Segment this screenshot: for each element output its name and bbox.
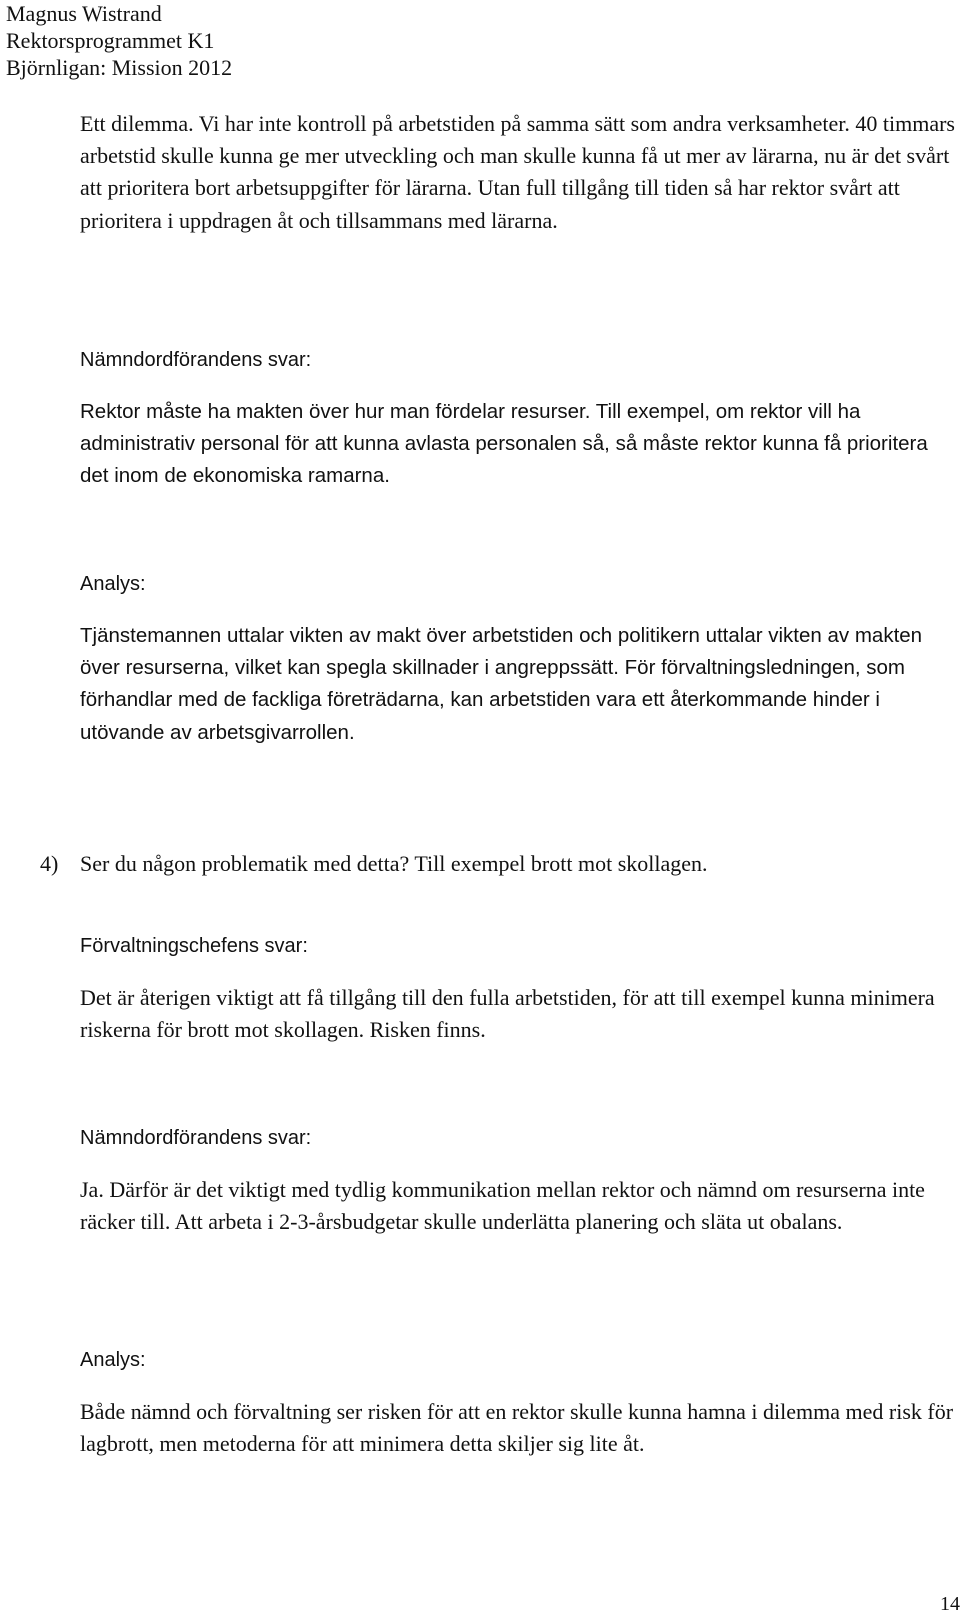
header-author: Magnus Wistrand <box>6 1 162 26</box>
section1-answer: Rektor måste ha makten över hur man fördelar resurser. Till exempel, om rektor vill ha administrativ personal för att kunna avlasta personalen så, så måste rektor kunna få prioritera det inom de ekonomiska ramarna. <box>80 400 928 488</box>
header-course: Björnligan: Mission 2012 <box>6 55 233 80</box>
page-number: 14 <box>940 1593 960 1615</box>
question-number: 4) <box>40 851 59 876</box>
document-header <box>6 0 232 81</box>
section3-label: Nämndordförandens svar: <box>80 1127 312 1149</box>
header-program: Rektorsprogrammet K1 <box>6 28 215 53</box>
analysis1-text: Tjänstemannen uttalar vikten av makt över arbetstiden och politikern uttalar vikten av makten över resurserna, vilket kan spegla skillnader i angreppssätt. För förvaltningsledningen, som förhandlar med de fackliga företrädarna, kan arbetstiden vara ett återkommande hinder i utövande av arbetsgivarrollen. <box>80 624 923 744</box>
section2-label: Förvaltningschefens svar: <box>80 935 308 957</box>
section3-answer: Ja. Därför är det viktigt med tydlig kommunikation mellan rektor och nämnd om resurserna inte räcker till. Att arbeta i 2-3-årsbudgetar skulle underlätta planering och släta ut obalans. <box>80 1177 925 1235</box>
question-item <box>40 848 708 880</box>
question-text: Ser du någon problematik med detta? Till exempel brott mot skollagen. <box>80 851 708 876</box>
section2-answer: Det är återigen viktigt att få tillgång till den fulla arbetstiden, för att till exempel kunna minimera riskerna för brott mot skollagen. Risken finns. <box>80 985 935 1043</box>
intro-paragraph: Ett dilemma. Vi har inte kontroll på arbetstiden på samma sätt som andra verksamheter. 40 timmars arbetstid skulle kunna ge mer utveckling och man skulle kunna få ut mer av lärarna, nu är det svårt att prioritera bort arbetsuppgifter för lärarna. Utan full tillgång till tiden så har rektor svårt att prioritera i uppdragen åt och tillsammans med lärarna. <box>80 111 955 233</box>
analysis2-label: Analys: <box>80 1349 146 1371</box>
analysis2-text: Både nämnd och förvaltning ser risken för att en rektor skulle kunna hamna i dilemma med risk för lagbrott, men metoderna för att minimera detta skiljer sig lite åt. <box>80 1399 954 1457</box>
analysis1-label: Analys: <box>80 573 146 595</box>
section1-label: Nämndordförandens svar: <box>80 349 312 371</box>
